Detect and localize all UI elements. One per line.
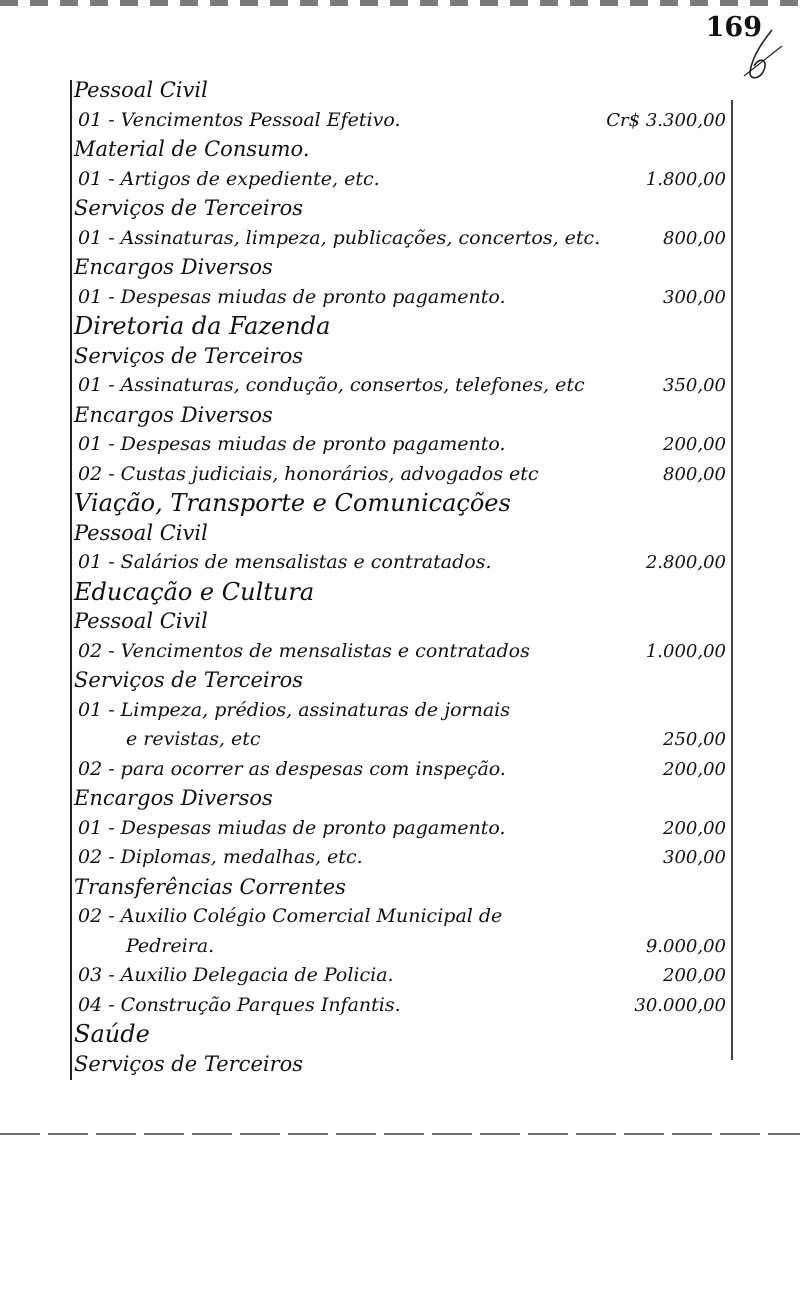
left-margin-rule	[70, 80, 72, 1080]
line-description: Pessoal Civil	[74, 609, 208, 633]
line-description: Pessoal Civil	[74, 520, 208, 545]
budget-line	[74, 371, 730, 401]
line-amount: 350,00	[663, 375, 726, 396]
line-description: 01 - Assinaturas, condução, consertos, telefones, etc	[78, 374, 585, 396]
section-heading	[74, 76, 730, 106]
line-description: 02 - Vencimentos de mensalistas e contratados	[78, 639, 530, 662]
line-amount: 1.800,00	[645, 168, 726, 190]
section-heading	[74, 578, 730, 608]
line-description: e revistas, etc	[126, 728, 261, 750]
budget-line	[74, 932, 730, 962]
section-heading	[74, 666, 730, 696]
line-description: 02 - para ocorrer as despesas com inspeção.	[78, 757, 506, 780]
page-number: 169	[705, 12, 762, 43]
budget-line	[74, 283, 730, 313]
line-description: Diretoria da Fazenda	[74, 312, 331, 340]
line-description: 01 - Vencimentos Pessoal Efetivo.	[78, 108, 401, 131]
line-amount: Cr$ 3.300,00	[606, 109, 726, 131]
budget-line	[74, 548, 730, 578]
line-amount: 200,00	[663, 965, 726, 986]
budget-line	[74, 165, 730, 195]
budget-line	[74, 814, 730, 844]
line-amount: 800,00	[663, 463, 726, 485]
section-heading	[74, 253, 730, 283]
budget-line	[74, 696, 730, 726]
line-description: Serviços de Terceiros	[74, 1051, 304, 1076]
budget-line	[74, 460, 730, 490]
line-description: Serviços de Terceiros	[74, 668, 304, 692]
line-amount: 800,00	[663, 227, 726, 249]
line-description: 01 - Assinaturas, limpeza, publicações, concertos, etc.	[78, 226, 601, 249]
line-description: 01 - Salários de mensalistas e contratados.	[78, 551, 492, 573]
line-amount: 200,00	[663, 817, 726, 839]
budget-line	[74, 991, 730, 1021]
bottom-border-line	[0, 1133, 800, 1135]
line-description: Pessoal Civil	[74, 78, 208, 102]
section-heading	[74, 312, 730, 342]
line-amount: 30.000,00	[634, 994, 726, 1016]
line-description: Transferências Correntes	[74, 874, 346, 899]
budget-line	[74, 843, 730, 873]
section-heading	[74, 135, 730, 165]
line-description: 01 - Despesas miudas de pronto pagamento.	[78, 285, 506, 308]
line-description: 04 - Construção Parques Infantis.	[78, 993, 401, 1016]
line-amount: 300,00	[663, 847, 726, 868]
line-amount: 1.000,00	[645, 640, 726, 662]
budget-line	[74, 725, 730, 755]
line-description: 01 - Despesas miudas de pronto pagamento.	[78, 433, 506, 455]
line-description: Serviços de Terceiros	[74, 196, 304, 220]
section-heading	[74, 873, 730, 903]
line-amount: 200,00	[663, 758, 726, 780]
line-description: Viação, Transporte e Comunicações	[74, 489, 511, 517]
line-description: 02 - Custas judiciais, honorários, advogados etc	[78, 462, 539, 485]
section-heading	[74, 489, 730, 519]
line-description: 03 - Auxilio Delegacia de Policia.	[78, 964, 394, 986]
line-description: Pedreira.	[126, 934, 215, 957]
line-amount: 250,00	[663, 729, 726, 750]
budget-line	[74, 106, 730, 136]
budget-line	[74, 902, 730, 932]
handwritten-page-mark	[742, 26, 790, 82]
line-description: 02 - Diplomas, medalhas, etc.	[78, 846, 363, 868]
line-description: Encargos Diversos	[74, 402, 273, 427]
budget-ledger	[74, 76, 730, 1079]
line-description: Material de Consumo.	[74, 137, 310, 161]
budget-line	[74, 961, 730, 991]
top-border-line	[0, 0, 800, 6]
budget-line	[74, 755, 730, 785]
section-heading	[74, 784, 730, 814]
line-description: 01 - Despesas miudas de pronto pagamento.	[78, 816, 506, 839]
line-description: 01 - Limpeza, prédios, assinaturas de jornais	[78, 698, 510, 721]
line-description: Serviços de Terceiros	[74, 343, 304, 368]
section-heading	[74, 1050, 730, 1080]
budget-line	[74, 637, 730, 667]
section-heading	[74, 342, 730, 372]
budget-line	[74, 430, 730, 460]
line-description: Encargos Diversos	[74, 786, 273, 810]
line-description: Encargos Diversos	[74, 255, 273, 279]
line-amount: 200,00	[663, 434, 726, 455]
section-heading	[74, 519, 730, 549]
line-amount: 9.000,00	[645, 935, 726, 957]
line-description: Saúde	[74, 1020, 150, 1048]
line-description: Educação e Cultura	[74, 577, 315, 606]
section-heading	[74, 194, 730, 224]
budget-line	[74, 224, 730, 254]
section-heading	[74, 401, 730, 431]
section-heading	[74, 1020, 730, 1050]
line-amount: 300,00	[663, 286, 726, 308]
line-description: 02 - Auxilio Colégio Comercial Municipal de	[78, 905, 503, 927]
line-description: 01 - Artigos de expediente, etc.	[78, 167, 380, 190]
section-heading	[74, 607, 730, 637]
right-margin-rule	[731, 100, 733, 1060]
line-amount: 2.800,00	[645, 552, 726, 573]
